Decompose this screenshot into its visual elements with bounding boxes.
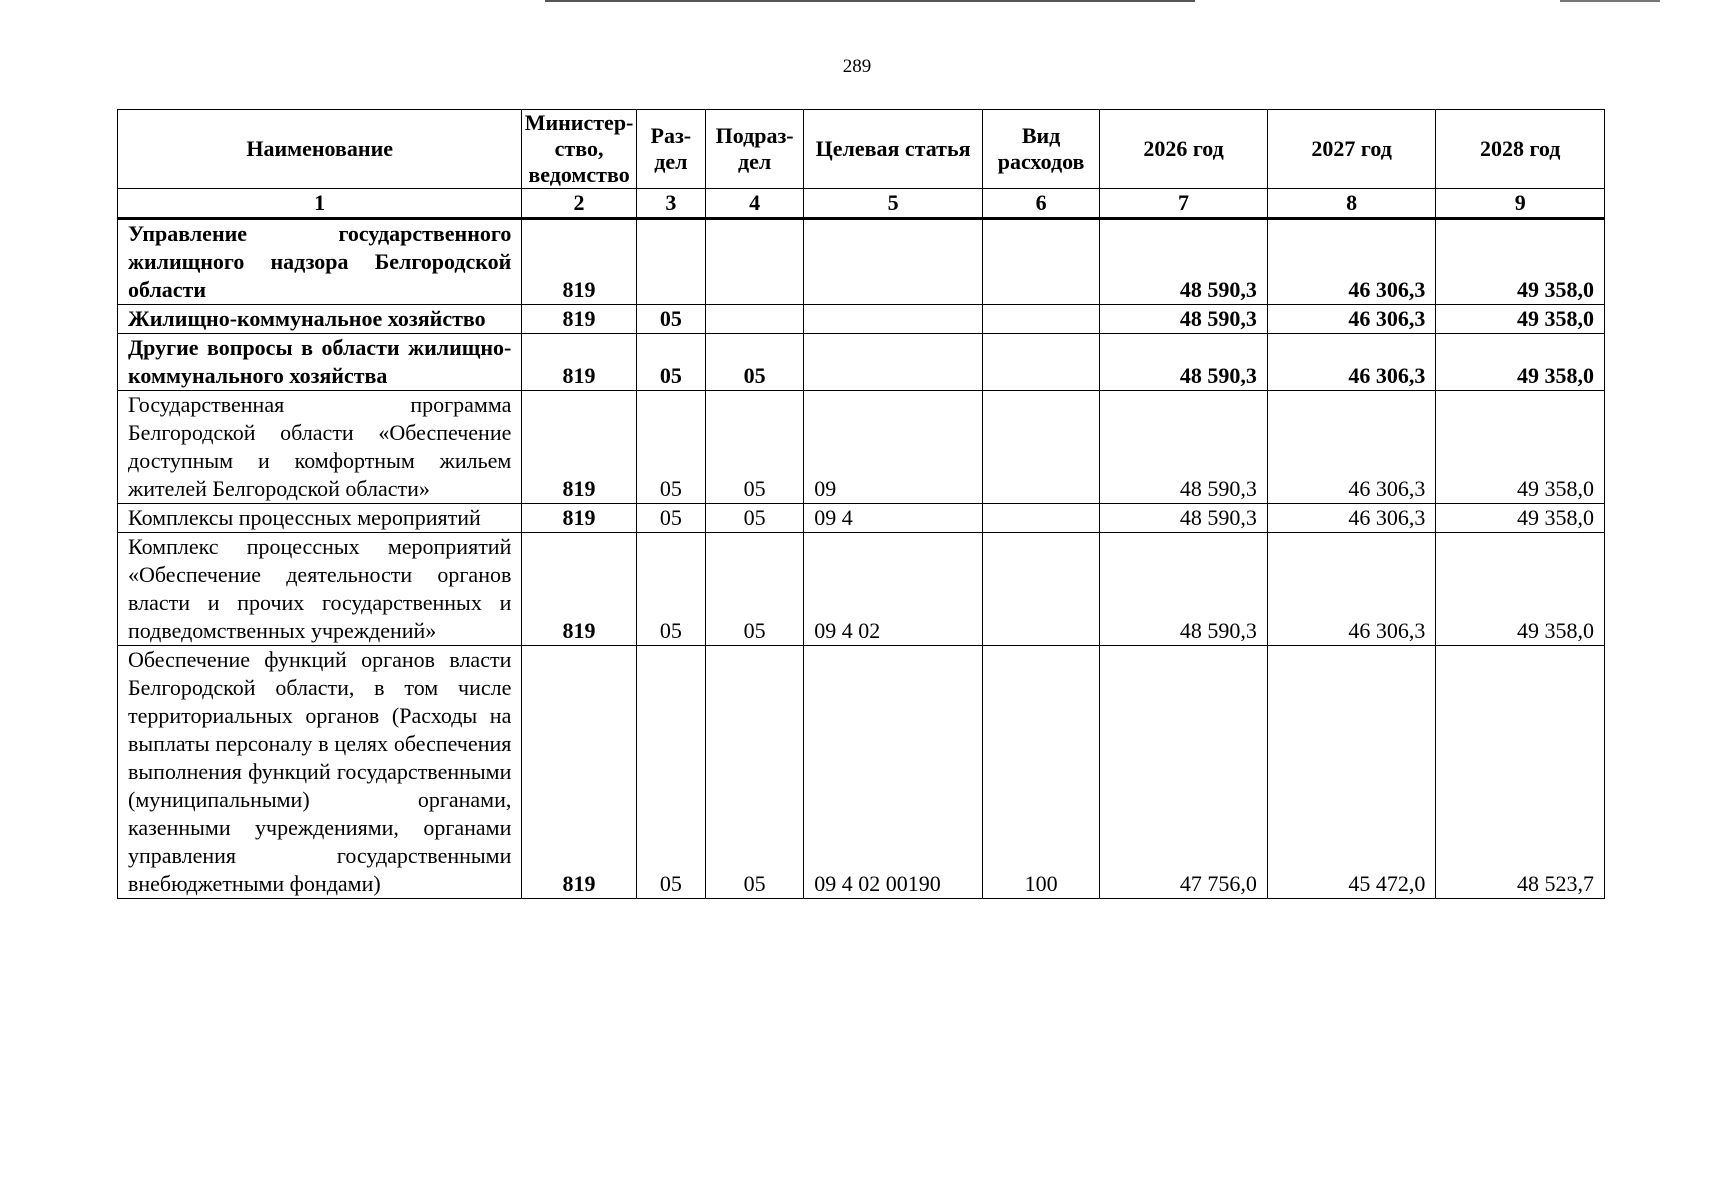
- row-target-code: [804, 219, 983, 305]
- column-number: 3: [636, 189, 705, 219]
- row-name: Государственная программа Белгородской области «Обеспечение доступным и комфортным жильем жителей Белгородской области»: [118, 391, 522, 504]
- page-number: 289: [842, 56, 872, 77]
- row-ministry-code: 819: [522, 219, 636, 305]
- row-expense-type-code: [982, 334, 1099, 391]
- header-target: Целевая статья: [804, 110, 983, 189]
- row-amount-2026: 48 590,3: [1100, 533, 1268, 646]
- row-target-code: [804, 305, 983, 334]
- row-amount-2028: 49 358,0: [1436, 334, 1605, 391]
- column-number: 9: [1436, 189, 1605, 219]
- column-number: 1: [118, 189, 522, 219]
- header-expense-type: Вид расходов: [982, 110, 1099, 189]
- row-section-code: [636, 219, 705, 305]
- row-amount-2026: 48 590,3: [1100, 305, 1268, 334]
- row-expense-type-code: [982, 391, 1099, 504]
- row-ministry-code: 819: [522, 504, 636, 533]
- row-ministry-code: 819: [522, 334, 636, 391]
- column-number: 7: [1100, 189, 1268, 219]
- header-ministry: [522, 110, 636, 189]
- header-section: Раз-дел: [636, 110, 705, 189]
- row-amount-2026: 48 590,3: [1100, 334, 1268, 391]
- table-row: [118, 219, 1605, 305]
- row-name: Обеспечение функций органов власти Белгородской области, в том числе территориальных органов (Расходы на выплаты персоналу в целях обеспечения выполнения функций государственными (муниципальными) органами, казенными учреждениями, органами управления государственными внебюджетными фондами): [118, 646, 522, 899]
- row-subsection-code: 05: [705, 391, 803, 504]
- row-amount-2027: 46 306,3: [1267, 504, 1436, 533]
- row-target-code: 09 4 02 00190: [804, 646, 983, 899]
- row-name: Другие вопросы в области жилищно-коммунального хозяйства: [118, 334, 522, 391]
- row-section-code: 05: [636, 504, 705, 533]
- row-target-code: 09 4 02: [804, 533, 983, 646]
- row-amount-2026: 48 590,3: [1100, 504, 1268, 533]
- row-expense-type-code: [982, 219, 1099, 305]
- scan-artifact-top-right-line: [1560, 0, 1660, 2]
- header-2026: 2026 год: [1100, 110, 1268, 189]
- row-amount-2028: 49 358,0: [1436, 305, 1605, 334]
- row-section-code: 05: [636, 646, 705, 899]
- row-amount-2027: 46 306,3: [1267, 334, 1436, 391]
- column-number: 2: [522, 189, 636, 219]
- row-subsection-code: 05: [705, 334, 803, 391]
- row-name: Жилищно-коммунальное хозяйство: [118, 305, 522, 334]
- row-ministry-code: 819: [522, 391, 636, 504]
- table-row: [118, 504, 1605, 533]
- table-row: [118, 391, 1605, 504]
- row-ministry-code: 819: [522, 533, 636, 646]
- budget-table: [117, 109, 1605, 899]
- table-row: [118, 305, 1605, 334]
- header-2028: 2028 год: [1436, 110, 1605, 189]
- column-number-row: [118, 189, 1605, 219]
- row-amount-2026: 47 756,0: [1100, 646, 1268, 899]
- column-number: 6: [982, 189, 1099, 219]
- header-2027: 2027 год: [1267, 110, 1436, 189]
- row-amount-2026: 48 590,3: [1100, 391, 1268, 504]
- column-number: 8: [1267, 189, 1436, 219]
- row-subsection-code: 05: [705, 504, 803, 533]
- row-name: Управление государственного жилищного надзора Белгородской области: [118, 219, 522, 305]
- row-name: Комплекс процессных мероприятий «Обеспечение деятельности органов власти и прочих государственных и подведомственных учреждений»: [118, 533, 522, 646]
- row-target-code: 09: [804, 391, 983, 504]
- header-name: Наименование: [118, 110, 522, 189]
- row-amount-2027: 46 306,3: [1267, 219, 1436, 305]
- row-amount-2026: 48 590,3: [1100, 219, 1268, 305]
- row-target-code: [804, 334, 983, 391]
- row-subsection-code: 05: [705, 533, 803, 646]
- table-row: [118, 646, 1605, 899]
- table-row: [118, 533, 1605, 646]
- row-subsection-code: [705, 219, 803, 305]
- row-amount-2027: 46 306,3: [1267, 391, 1436, 504]
- table-header-row: [118, 110, 1605, 189]
- row-amount-2028: 49 358,0: [1436, 391, 1605, 504]
- row-expense-type-code: [982, 305, 1099, 334]
- row-amount-2027: 45 472,0: [1267, 646, 1436, 899]
- row-expense-type-code: [982, 533, 1099, 646]
- row-section-code: 05: [636, 391, 705, 504]
- row-ministry-code: 819: [522, 305, 636, 334]
- header-ministry-label: Министер-ство, ведомство: [524, 110, 634, 187]
- row-ministry-code: 819: [522, 646, 636, 899]
- table-row: [118, 334, 1605, 391]
- column-number: 4: [705, 189, 803, 219]
- row-name: Комплексы процессных мероприятий: [118, 504, 522, 533]
- row-section-code: 05: [636, 533, 705, 646]
- row-amount-2028: 48 523,7: [1436, 646, 1605, 899]
- row-amount-2028: 49 358,0: [1436, 504, 1605, 533]
- row-amount-2028: 49 358,0: [1436, 219, 1605, 305]
- row-target-code: 09 4: [804, 504, 983, 533]
- header-subsection: Подраз-дел: [705, 110, 803, 189]
- column-number: 5: [804, 189, 983, 219]
- row-expense-type-code: 100: [982, 646, 1099, 899]
- row-section-code: 05: [636, 305, 705, 334]
- row-amount-2027: 46 306,3: [1267, 533, 1436, 646]
- row-amount-2027: 46 306,3: [1267, 305, 1436, 334]
- row-subsection-code: 05: [705, 646, 803, 899]
- row-expense-type-code: [982, 504, 1099, 533]
- row-section-code: 05: [636, 334, 705, 391]
- row-amount-2028: 49 358,0: [1436, 533, 1605, 646]
- row-subsection-code: [705, 305, 803, 334]
- scan-artifact-top-line: [545, 0, 1195, 2]
